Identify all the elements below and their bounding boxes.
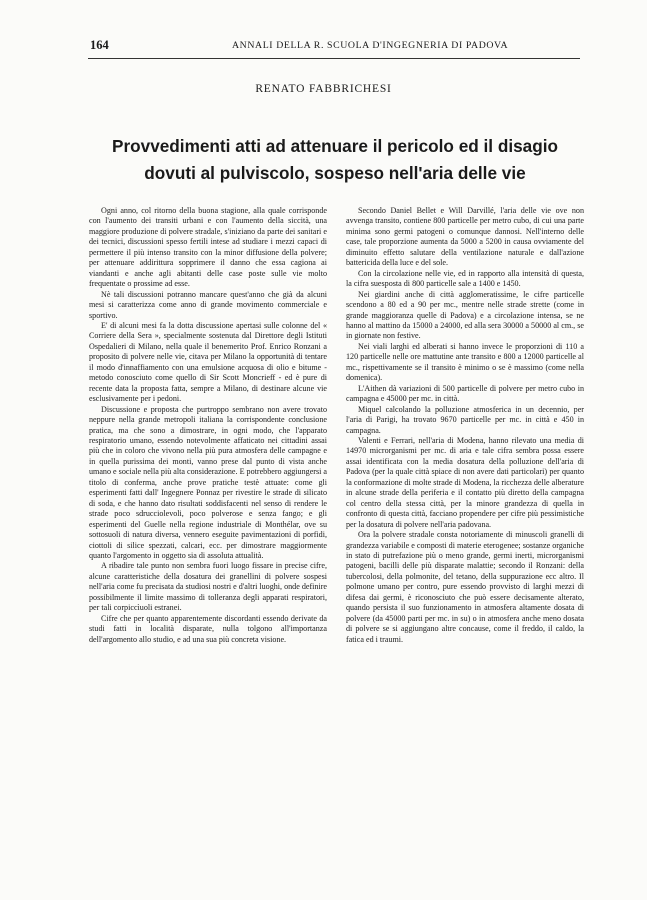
paragraph: Discussione e proposta che purtroppo sembrano non avere trovato neppure nella grande metropoli italiana la corrispondente conclusione pratica, ma che sono a dimostrare, in ogni modo, che l'apparato respiratorio umano, essendo notevolmente affaticato nei cittadini assai più che in coloro che vivono nella più pura atmosfera delle campagne e in quella purissima dei monti, vanno prese dal punto di vista anche umano e sociale nella più alta considerazione. E potrebbero aggiungersi a titolo di conferma, anche prove pratiche testè attuate: come gli esperimenti fatti dall' Ingegnere Ponnaz per rivestire le strade di silicato di soda, e che hanno dato risultati soddisfacenti nel senso di rendere le strade poco sdrucciolevoli, poco polverose e senza fango; e gli esperimenti del Guelle nella regione industriale di Monthélar, ove su sottosuoli di natura diversa, vennero eseguite pavimentazioni di porfidi, ciottoli di silice spezzati, calcari, ecc. per dimostrare maggiormente quanto l'argomento in oggetto sia di assoluta attualità. (89, 404, 327, 560)
header-rule (88, 58, 580, 59)
paragraph: Ogni anno, col ritorno della buona stagione, alla quale corrisponde con l'aumento dei transiti urbani e con l'aumento della siccità, una maggiore produzione di polvere stradale, s'iniziano da parte dei sanitari e dei tecnici, discussioni spesso fertili intese ad studiare i mezzi capaci di permettere il più intenso transito con la minor diffusione della polvere; per attenuare addirittura sopprimere il danno che essa cagiona ai viandanti e anche agli abitanti delle case poste sulle vie molto frequentate o prossime ad esse. (89, 206, 327, 289)
running-head: ANNALI DELLA R. SCUOLA D'INGEGNERIA DI PADOVA (232, 40, 509, 51)
article-title (80, 133, 590, 187)
paragraph: E' di alcuni mesi fa la dotta discussione apertasi sulle colonne del « Corriere della Sera », specialmente sostenuta dal Direttore degli Istituti Ospedalieri di Milano, nella quale il benemerito Prof. Enrico Ronzani a proposito di polvere nelle vie, citava per Milano la opportunità di tentare il modo d'innaffiamento con una emulsione acquosa di olio e bitume - metodo conosciuto come quello di Sir Scott Moncrieff - ed è pure di recente data la proposta fatta, sempre a Milano, di destinare alcune vie esclusivamente per i pedoni. (89, 320, 327, 404)
paragraph: Cifre che per quanto apparentemente discordanti essendo derivate da studi fatti in località disparate, nulla tolgono all'importanza dell'argomento allo studio, e ad una sua più concreta visione. (89, 613, 327, 644)
paragraph: Valenti e Ferrari, nell'aria di Modena, hanno rilevato una media di 14970 microrganismi per mc. di aria e tale cifra sembra possa essere assai identificata con la media dosatura della polluzione dell'aria di Padova (per la quale città spiace di non avere dati particolari) per quanto la conformazione di molte strade di Modena, la ricchezza delle alberature in alcune strade della periferia e il contatto più diretto della campagna col centro della stessa città, per la minore grandezza di quella in confronto di questa città, facciano propendere per cifre più pessimistiche per la dosatura di polvere nell'aria padovana. (346, 435, 584, 529)
paragraph: Nei giardini anche di città agglomeratissime, le cifre particelle scendono a 80 ed a 90 per mc., mentre nelle strade strette (come in grande maggioranza quelle di Padova) e a circolazione intensa, se ne hanno al mattino da 15000 a 24000, ed alla sera 30000 a 50000 al cm., se in giornate non festive. (346, 289, 584, 341)
paragraph: Nè tali discussioni potranno mancare quest'anno che già da alcuni mesi si caratterizza come anno di grande movimento commerciale e sportivo. (89, 289, 327, 320)
paragraph: Nei viali larghi ed alberati si hanno invece le proporzioni di 110 a 120 particelle nelle ore mattutine ante transito e 800 a 12000 particelle al mc., rispettivamente se il transito è minimo o se è massimo (come nella domenica). (346, 341, 584, 383)
paragraph: A ribadire tale punto non sembra fuori luogo fissare in precise cifre, alcune caratteristiche della dosatura dei granellini di polvere sospesi nell'aria come fu precisata da studiosi nostri e d'altri luoghi, onde definire possibilmente il limite massimo di tolleranza degli apparati respiratori, per tali corpiccìuoli estranei. (89, 561, 328, 613)
title-line-2: dovuti al pulviscolo, sospeso nell'aria delle vie (144, 163, 526, 183)
left-column (89, 206, 327, 645)
paragraph: Con la circolazione nelle vie, ed in rapporto alla intensità di questa, la cifra suesposta di 800 particelle sale a 1400 e 1450. (346, 268, 584, 289)
page-number: 164 (90, 38, 109, 52)
right-column (346, 206, 584, 645)
title-line-1: Provvedimenti atti ad attenuare il pericolo ed il disagio (111, 136, 559, 156)
author-name: RENATO FABBRICHESI (255, 83, 392, 95)
paragraph: Miquel calcolando la polluzione atmosferica in un decennio, per l'aria di Parigi, ha trovato 9670 particelle per mc. in città e 450 in campagna. (346, 404, 584, 435)
paragraph: Secondo Daniel Bellet e Will Darvillé, l'aria delle vie ove non avvenga transito, contiene 800 particelle per metro cubo, di cui una parte minima sono germi patogeni o comunque dannosi. Nell'interno delle case, tale proporzione aumenta da 5000 a 5200 in causa ovviamente del diminuito effetto salutare della ventilazione naturale e dall'azione battericida della luce e del sole. (346, 206, 584, 268)
paragraph: L'Aithen dà variazioni di 500 particelle di polvere per metro cubo in campagna e 45000 per mc. in città. (346, 383, 584, 404)
paragraph: Ora la polvere stradale consta notoriamente di minuscoli granelli di grandezza variabile e composti di materie eterogenee; sostanze organiche in stato di putrefazione più o meno grande, germi inerti, microrganismi patogeni, bacilli delle più disparate malattie; secondo il Ronzani: della tubercolosi, della polmonite, del tetano, della suppurazione ecc altro. Il polmone umano per contro, pure essendo provvisto di larghi mezzi di difesa dai germi, è riconosciuto che può essere decisamente alterato, quando persista il suo funzionamento in atmosfera altamente dosata di polvere (da 45000 parti per mc. in su) o in atmosfera anche meno dosata di polvere se si aggiungano altre concause, come il freddo, il caldo, la fatica ed i traumi. (346, 530, 584, 644)
